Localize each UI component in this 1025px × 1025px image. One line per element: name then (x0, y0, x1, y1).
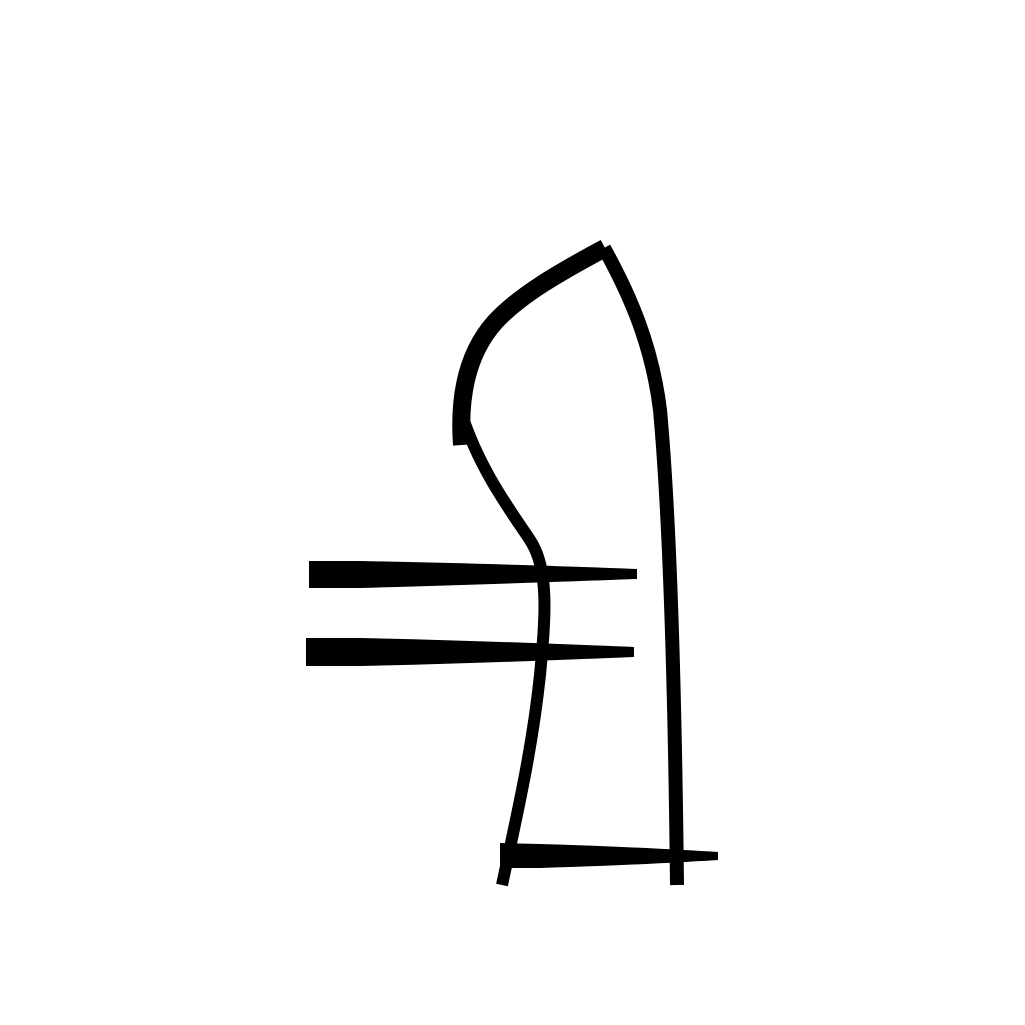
glyph-top-bar-stroke (309, 561, 637, 588)
glyph-right-column-stroke (604, 248, 677, 885)
glyph-middle-bar-stroke (306, 638, 634, 666)
glyph-base-bar-stroke (500, 843, 718, 868)
glyph-upper-loop-stroke (461, 248, 605, 445)
